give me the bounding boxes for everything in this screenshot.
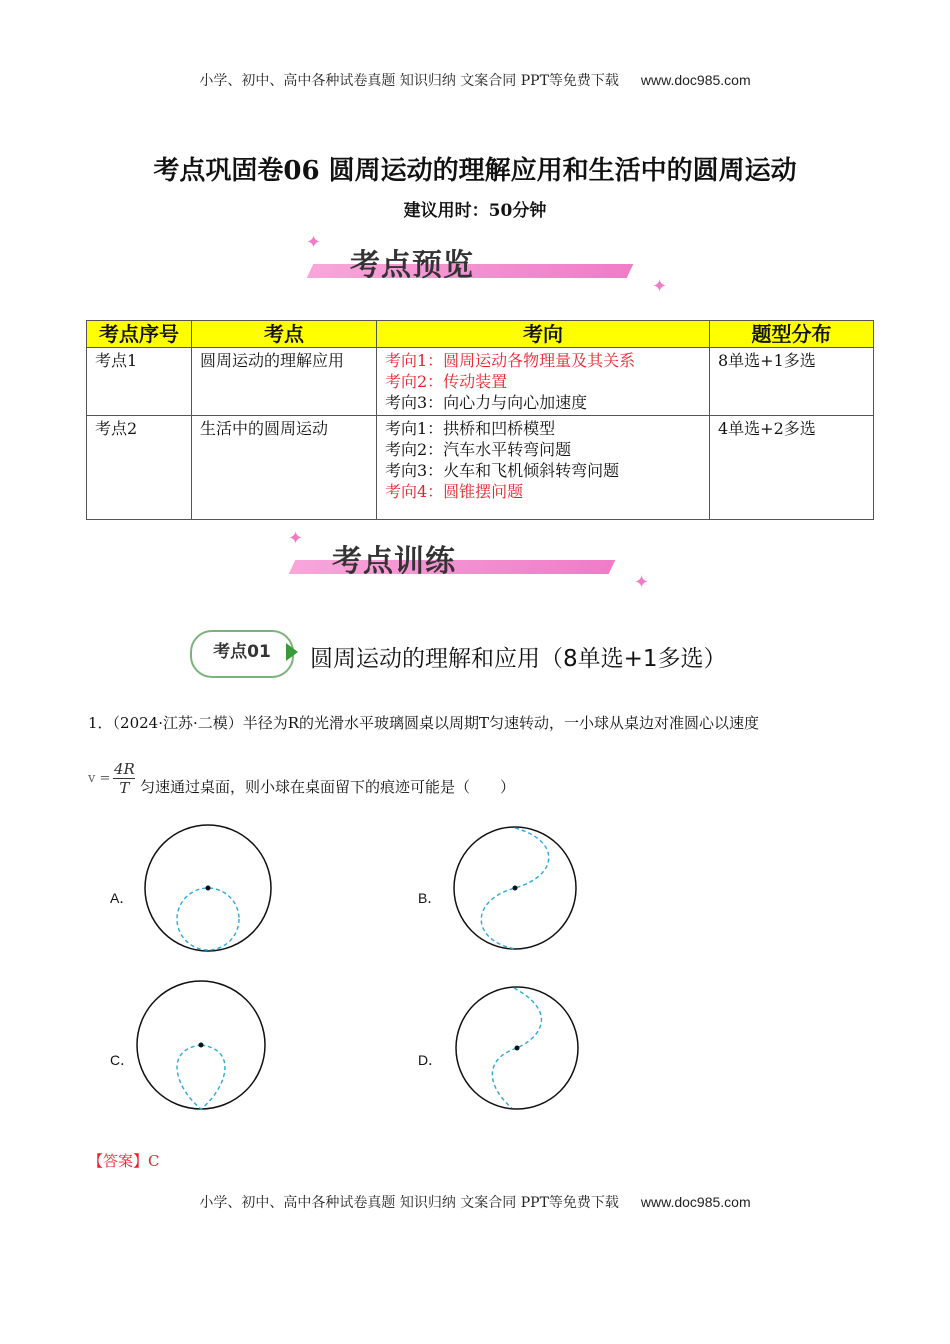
item: 考向2：汽车水平转弯问题	[385, 440, 572, 459]
banner-text: 考点预览	[350, 248, 474, 283]
cell: 考点2	[87, 416, 192, 520]
col-header: 考点	[192, 321, 377, 348]
question-line1: 1．（2024·江苏·二模）半径为R的光滑水平玻璃圆桌以周期T匀速转动，一小球从桌边对准圆心以速度	[88, 714, 760, 732]
sparkle-icon: ✦	[288, 528, 304, 549]
option-b-label[interactable]: B．	[418, 890, 442, 906]
option-c-label[interactable]: C．	[110, 1052, 135, 1068]
header-text: 小学、初中、高中各种试卷真题 知识归纳 文案合同 PPT等免费下载	[199, 73, 619, 89]
header-url[interactable]: www.doc985.com	[640, 72, 751, 88]
section-title: 圆周运动的理解和应用（8单选+1多选）	[310, 646, 727, 672]
formula-lhs: v =	[88, 771, 111, 786]
option-a-label[interactable]: A．	[110, 890, 134, 906]
section-badge: 考点01	[190, 630, 294, 678]
suggested-time: 建议用时：50分钟	[403, 201, 547, 221]
cell: 4单选+2多选	[710, 416, 874, 520]
formula-numerator: 4R	[113, 760, 135, 778]
formula-denominator: T	[113, 778, 135, 797]
center-dot	[515, 1046, 520, 1051]
option-d-label[interactable]: D．	[418, 1052, 443, 1068]
trace-a	[177, 888, 239, 950]
question-line2: 匀速通过桌面，则小球在桌面留下的痕迹可能是（ ）	[140, 778, 516, 796]
cell: 8单选+1多选	[710, 348, 874, 416]
answer: 【答案】C	[88, 1152, 160, 1170]
col-header: 考向	[377, 321, 710, 348]
cell: 考点1	[87, 348, 192, 416]
trace-c	[177, 1045, 225, 1109]
sparkle-icon: ✦	[634, 572, 650, 593]
center-dot	[513, 886, 518, 891]
item: 考向1：拱桥和凹桥模型	[385, 419, 556, 438]
item: 考向1：圆周运动各物理量及其关系	[385, 351, 636, 370]
sparkle-icon: ✦	[306, 232, 322, 253]
footer-text: 小学、初中、高中各种试卷真题 知识归纳 文案合同 PPT等免费下载	[199, 1195, 619, 1211]
cell: 圆周运动的理解应用	[192, 348, 377, 416]
col-header: 题型分布	[710, 321, 874, 348]
item: 考向2：传动装置	[385, 372, 508, 391]
center-dot	[199, 1043, 204, 1048]
sparkle-icon: ✦	[652, 276, 668, 297]
banner-text: 考点训练	[332, 544, 456, 579]
center-dot	[206, 886, 211, 891]
page-title: 考点巩固卷06 圆周运动的理解应用和生活中的圆周运动	[153, 156, 797, 186]
cell: 生活中的圆周运动	[192, 416, 377, 520]
col-header: 考点序号	[87, 321, 192, 348]
footer-url[interactable]: www.doc985.com	[640, 1194, 751, 1210]
page-footer	[0, 1192, 950, 1212]
item: 考向3：火车和飞机倾斜转弯问题	[385, 461, 620, 480]
item: 考向3：向心力与向心加速度	[385, 393, 588, 412]
item: 考向4：圆锥摆问题	[385, 482, 524, 501]
